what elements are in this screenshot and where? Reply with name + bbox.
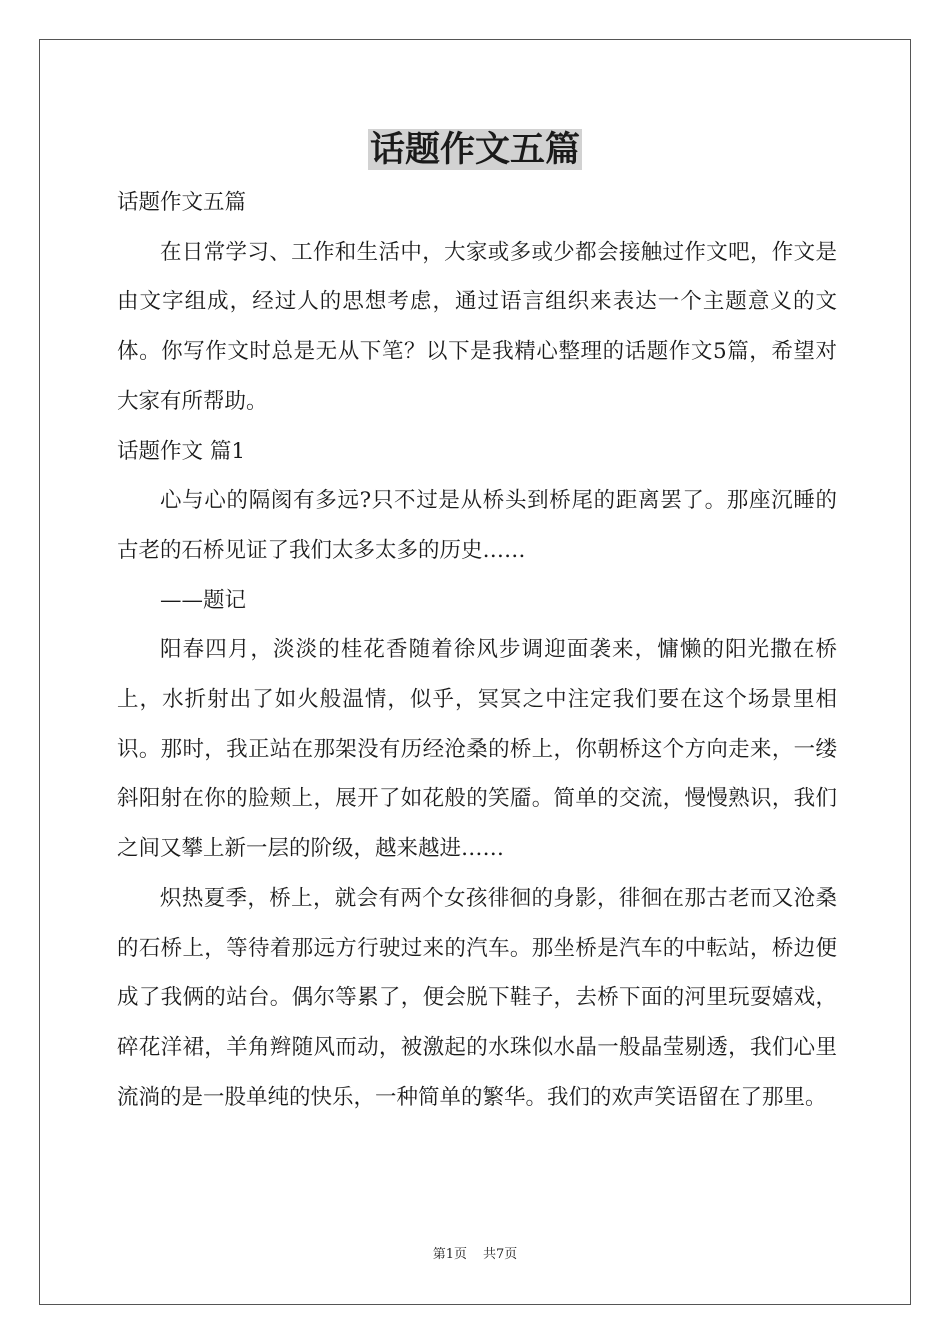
paragraph-spring: 阳春四月，淡淡的桂花香随着徐风步调迎面袭来，慵懒的阳光撒在桥上，水折射出了如火般温情，似乎，冥冥之中注定我们要在这个场景里相识。那时，我正站在那架没有历经沧桑的桥上，你朝桥这个方向走来，一缕斜阳射在你的脸颊上，展开了如花般的笑靥。简单的交流，慢慢熟识，我们之间又攀上新一层的阶级，越来越进…… — [117, 637, 837, 862]
page-number: 第1页 — [432, 1247, 467, 1262]
paragraph-epigraph-attribution: ——题记 — [160, 587, 247, 613]
document-title — [0, 128, 950, 172]
paragraph-summer: 炽热夏季，桥上，就会有两个女孩徘徊的身影，徘徊在那古老而又沧桑的石桥上，等待着那远方行驶过来的汽车。那坐桥是汽车的中転站，桥边便成了我俩的站台。偶尔等累了，便会脱下鞋子，去桥下面的河里玩耍嬉戏，碎花洋裙，羊角辫随风而动，被激起的水珠似水晶一般晶莹剔透，我们心里流淌的是一股单纯的快乐，一种简单的繁华。我们的欢声笑语留在了那里。 — [117, 885, 837, 1110]
document-title-text: 话题作文五篇 — [369, 129, 580, 170]
section-heading: 话题作文 篇1 — [117, 438, 246, 464]
paragraph-intro: 在日常学习、工作和生活中，大家或多或少都会接触过作文吧，作文是由文字组成，经过人的思想考虑，通过语言组织来表达一个主题意义的文体。你写作文时总是无从下笔？以下是我精心整理的话题作文5篇，希望对大家有所帮助。 — [117, 239, 837, 414]
page-total: 共7页 — [483, 1247, 518, 1262]
paragraph-epigraph: 心与心的隔阂有多远?只不过是从桥头到桥尾的距离罢了。那座沉睡的古老的石桥见证了我们太多太多的历史…… — [117, 488, 837, 563]
page-footer — [0, 1246, 950, 1264]
document-body — [117, 178, 837, 1122]
paragraph-heading: 话题作文五篇 — [117, 190, 247, 215]
